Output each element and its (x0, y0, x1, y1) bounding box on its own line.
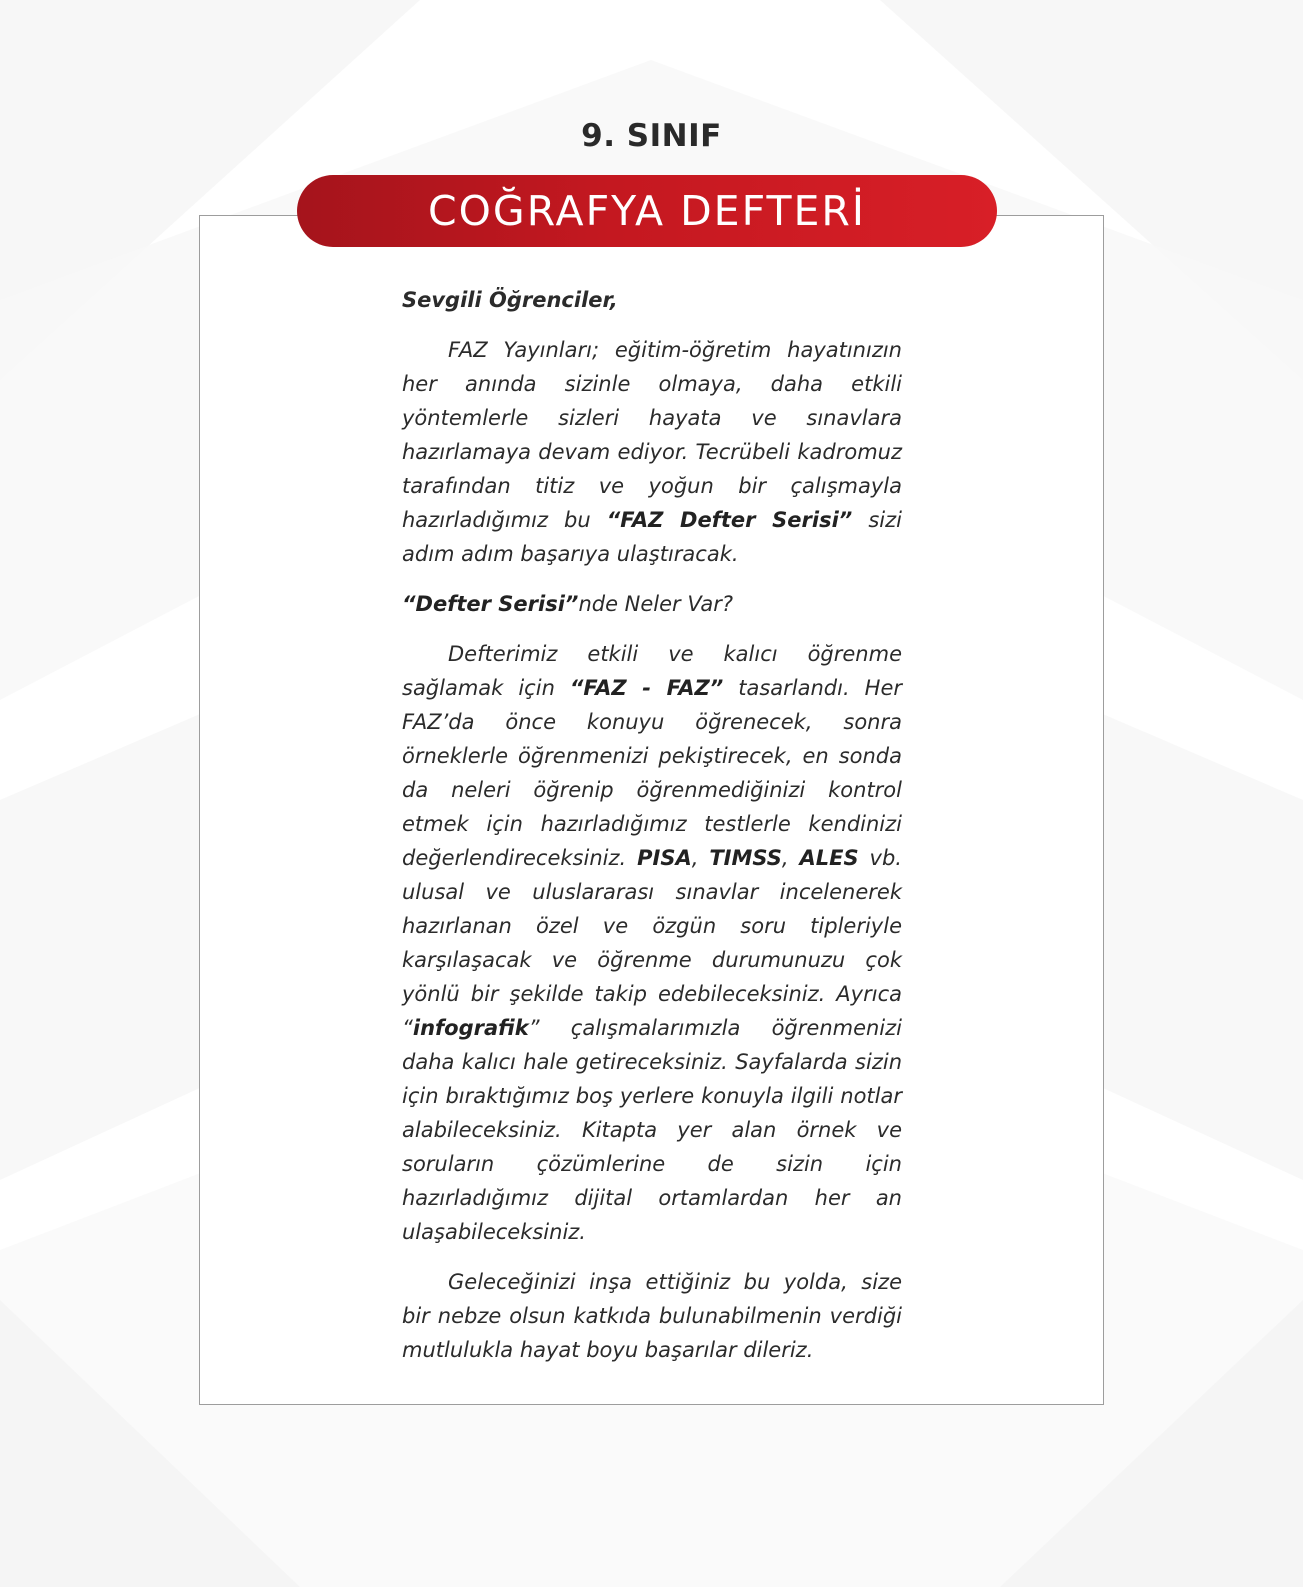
intro-bold-series: “FAZ Defter Serisi” (606, 508, 853, 532)
details-text-2: tasarlandı. Her FAZ’da önce konuyu öğrenecek, sonra örneklerle öğrenmenizi pekiştirecek, en sonda da neleri öğrenip öğrenmediğinizi kontrol etmek için hazırladığımız testlerle kendinizi değerlendireceksiniz. (402, 676, 902, 870)
grade-title: 9. SINIF (581, 118, 722, 154)
details-text-5: vb. ulusal ve uluslararası sınavlar incelenerek hazırlanan özel ve özgün soru tipleriyle karşılaşacak ve öğrenme durumunuzu çok yönlü bir şekilde takip edebileceksiniz. Ayrıca “ (402, 846, 902, 1040)
details-bold-timss: TIMSS (709, 846, 782, 870)
section-heading-bold: “Defter Serisi” (402, 592, 579, 616)
intro-paragraph (402, 333, 902, 571)
details-text-6: ” çalışmalarımızla öğrenmenizi daha kalıcı hale getireceksiniz. Sayfalarda sizin için bıraktığımız boş yerlere konuyla ilgili notlar alabileceksiniz. Kitapta yer alan örnek ve soruların çözümlerine de sizin için hazırladığımız dijital ortamlardan her an ulaşabileceksiniz. (402, 1016, 902, 1244)
section-heading-text: nde Neler Var? (578, 592, 734, 616)
intro-text-2: sizi adım adım başarıya ulaştıracak. (402, 508, 902, 566)
greeting: Sevgili Öğrenciler, (402, 288, 618, 312)
details-bold-infografik: infografik (412, 1016, 529, 1040)
details-paragraph (402, 637, 902, 1249)
section-heading (402, 587, 902, 621)
details-bold-faz: “FAZ - FAZ” (569, 676, 724, 700)
intro-text-1: FAZ Yayınları; eğitim-öğretim hayatınızın her anında sizinle olmaya, daha etkili yöntemlerle sizleri hayata ve sınavlara hazırlamaya devam ediyor. Tecrübeli kadromuz tarafından titiz ve yoğun bir çalışmayla hazırladığımız bu (402, 338, 902, 532)
details-text-3: , (691, 846, 710, 870)
details-bold-ales: ALES (799, 846, 859, 870)
details-text-4: , (781, 846, 800, 870)
details-text-1: Defterimiz etkili ve kalıcı öğrenme sağlamak için (402, 642, 902, 700)
book-title-banner: COĞRAFYA DEFTERİ (297, 175, 997, 247)
details-bold-pisa: PISA (637, 846, 692, 870)
closing-paragraph: Geleceğinizi inşa ettiğiniz bu yolda, size bir nebze olsun katkıda bulunabilmenin verdiği mutlulukla hayat boyu başarılar dileriz. (402, 1270, 902, 1362)
letter-body (402, 283, 902, 1383)
